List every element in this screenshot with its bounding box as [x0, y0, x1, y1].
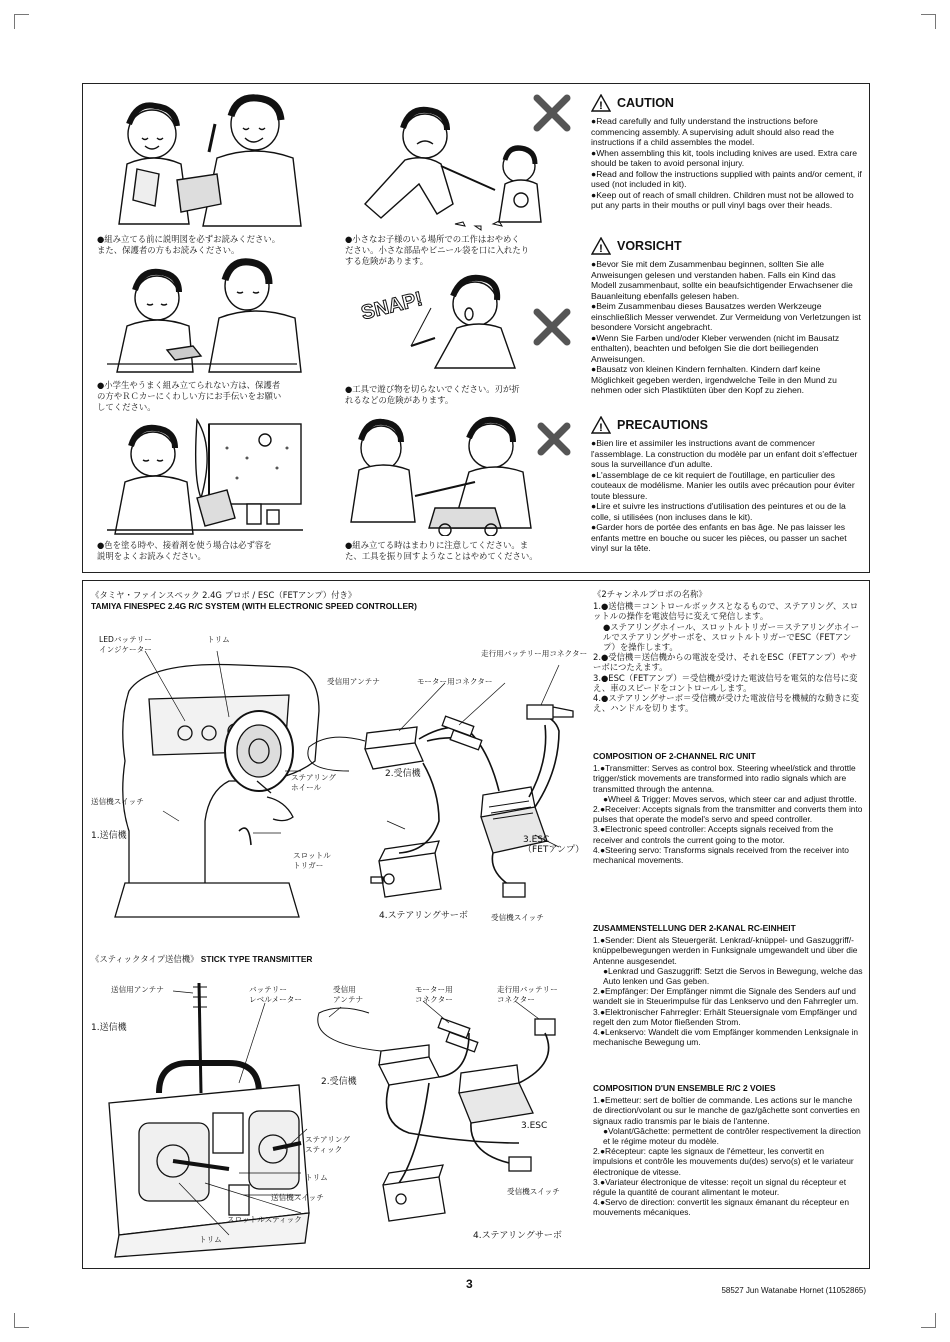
- caution-item: ●Read and follow the instructions supplied with paints and/or cement, if used (not included in kit).: [591, 168, 862, 189]
- warning-triangle-icon: [591, 237, 611, 255]
- safety-panel: [82, 83, 870, 573]
- label-tx-switch-2: 送信機スイッチ: [271, 1193, 324, 1202]
- names-jp-title: 《2チャンネルプロポの名称》: [593, 589, 707, 599]
- crop-mark-bottom-right: [921, 1313, 936, 1328]
- label-rx-switch: 受信機スイッチ: [491, 913, 544, 922]
- composition-de-item: 1.●Sender: Dient als Steuergerät. Lenkrad/-knüppel- und Gaszuggriff/- knüppelbewegungen werden in Funksignale umgewandelt und über die Antenne ausgesendet.: [593, 935, 858, 966]
- system1-title-en: TAMIYA FINESPEC 2.4G R/C SYSTEM (WITH ELECTRONIC SPEED CONTROLLER): [91, 601, 417, 611]
- illustration-painting: [97, 418, 307, 536]
- precautions-item: ●Lire et suivre les instructions d'utilisation des peintures et ou de la colle, si utilisées (non incluses dans le kit).: [591, 501, 846, 522]
- label-throttle-stick: スロットルスティック: [227, 1215, 302, 1224]
- crop-mark-bottom-left: [14, 1313, 29, 1328]
- composition-de-item: 2.●Empfänger: Der Empfänger nimmt die Signale des Senders auf und wandelt sie in Steuerimpulse für das Lenkservo und den Fahrregler um.: [593, 986, 859, 1007]
- caption-read-instructions: ●組み立てる前に説明図を必ずお読みください。 また、保護者の方もお読みください。: [97, 234, 281, 255]
- label-tx-antenna: 送信用アンテナ: [111, 985, 164, 994]
- label-battery-connector-2: 走行用バッテリー コネクター: [497, 985, 558, 1004]
- illustration-snapping-blade: [345, 268, 571, 378]
- label-throttle-trigger: スロットル トリガー: [293, 851, 331, 870]
- label-esc-2: 3.ESC: [521, 1121, 548, 1131]
- label-trim-1: トリム: [305, 1173, 328, 1182]
- composition-en-item: 1.●Transmitter: Serves as control box. Steering wheel/stick and throttle trigger/stick movements are transformed into radio signals which are transmitted through the antenna.: [593, 763, 856, 794]
- label-transmitter-2: 1.送信機: [91, 1023, 127, 1033]
- svg-text:!: !: [599, 100, 603, 112]
- composition-de-block: [593, 923, 863, 1047]
- label-battery-connector: 走行用バッテリー用コネクター: [481, 649, 588, 658]
- illustration-careful-surroundings: [345, 412, 571, 536]
- vorsicht-block: [591, 237, 863, 396]
- label-rx-switch-2: 受信機スイッチ: [507, 1187, 560, 1196]
- composition-en-item: 4.●Steering servo: Transforms signals received from the receiver into mechanical movements.: [593, 844, 849, 866]
- composition-de-title: ZUSAMMENSTELLUNG DER 2-KANAL RC-EINHEIT: [593, 923, 796, 933]
- label-esc: 3.ESC （FETアンプ）: [523, 835, 585, 855]
- composition-de-item: ●Lenkrad und Gaszuggriff: Setzt die Servos in Bewegung, welche das Auto lenken und Gas geben.: [603, 965, 863, 987]
- vorsicht-item: ●Wenn Sie Farben und/oder Kleber verwenden (nicht im Bausatz enthalten), beachten und befolgen Sie die dort beiliegenden Anweisungen.: [591, 332, 840, 364]
- caption-careful-surroundings: ●組み立てる時はまわりに注意してください。ま た、工具を振り回すようなことはやめてください。: [345, 540, 538, 561]
- caution-item: ●Read carefully and fully understand the instructions before commencing assembly. A supervising adult should also read the instructions if a child assembles the model.: [591, 116, 834, 147]
- composition-de-item: 4.●Lenkservo: Wandelt die vom Empfänger kommenden Lenksignale in mechanische Bewegung um.: [593, 1027, 858, 1048]
- snap-text: SNAP!: [359, 288, 425, 325]
- label-steering-servo: 4.ステアリングサーボ: [379, 911, 468, 921]
- label-transmitter: 1.送信機: [91, 831, 127, 841]
- label-trim-2: トリム: [199, 1235, 222, 1244]
- label-battery-meter: バッテリー レベルメーター: [249, 985, 302, 1004]
- system2-title-jp: 《スティックタイプ送信機》: [91, 954, 199, 964]
- caption-paint-cement: ●色を塗る時や、接着剤を使う場合は必ず容を 説明をよくお読みください。: [97, 540, 272, 561]
- composition-fr-block: [593, 1083, 863, 1218]
- caption-small-children: ●小さなお子様のいる場所での工作はおやめく ださい。小さな部品やビニール袋を口に入れたり する危険があります。: [345, 234, 530, 266]
- vorsicht-title: VORSICHT: [617, 238, 682, 253]
- vorsicht-item: ●Beim Zusammenbau dieses Bausatzes werden Werkzeuge einschließlich Messer verwendet. Zur Vermeidung von Verletzungen ist besondere Vorsicht angebracht.: [591, 301, 861, 332]
- vorsicht-heading: [591, 237, 863, 255]
- label-steering-servo-2: 4.ステアリングサーボ: [473, 1231, 562, 1241]
- precautions-item: ●Bien lire et assimiler les instructions avant de commencer l'assemblage. La construction du modèle par un enfant doit s'effectuer sous la surveillance d'un adulte.: [591, 438, 858, 469]
- names-jp-item: ●ステアリングホイール、スロットルトリガー＝ステアリングホイールでステアリングサーボを、スロットルトリガーでESC（FETアンプ）を操作します。: [603, 621, 860, 653]
- label-steering-stick: ステアリング スティック: [305, 1135, 350, 1154]
- composition-fr-item: 2.●Récepteur: capte les signaux de l'émetteur, les convertit en impulsions et contrôle les mouvements du(des) servo(s) et le variateur électronique de vitesse.: [593, 1146, 854, 1177]
- precautions-title: PRECAUTIONS: [617, 417, 708, 432]
- caption-tool-care: ●工具で遊び物を切らないでください。刃が折 れるなどの危険があります。: [345, 384, 520, 405]
- composition-en-item: ●Wheel & Trigger: Moves servos, which steer car and adjust throttle.: [603, 793, 857, 804]
- composition-fr-item: 1.●Emetteur: sert de boîtier de commande. Les actions sur le manche de direction/volant ou sur le manche de gaz/gâchette sont converties en signaux radio transmis par le biais de l'antenne.: [593, 1095, 860, 1126]
- composition-fr-item: ●Volant/Gâchette: permettent de contrôler respectivement la direction et le régime moteur du modèle.: [603, 1125, 861, 1147]
- caution-heading: [591, 94, 863, 112]
- composition-fr-title: COMPOSITION D'UN ENSEMBLE R/C 2 VOIES: [593, 1083, 776, 1093]
- illustration-small-children: [345, 94, 571, 232]
- composition-de-item: 3.●Elektronischer Fahrregler: Erhält Steuersignale vom Empfänger und regelt den zum Motor fließenden Strom.: [593, 1006, 857, 1027]
- warning-triangle-icon: [591, 416, 611, 434]
- composition-en-item: 3.●Electronic speed controller: Accepts signals received from the receiver and controls the current going to the motor.: [593, 824, 834, 845]
- svg-text:!: !: [599, 243, 603, 255]
- precautions-item: ●Garder hors de portée des enfants en bas âge. Ne pas laisser les enfants mettre en bouche ou sucer les pièces, ou passer un sachet vinyl sur la tête.: [591, 522, 847, 553]
- label-rx-antenna-2: 受信用 アンテナ: [333, 985, 364, 1004]
- label-motor-connector-2: モーター用 コネクター: [415, 985, 453, 1004]
- page-number: 3: [466, 1277, 473, 1291]
- illustration-reading-instructions: [97, 94, 307, 232]
- caution-item: ●Keep out of reach of small children. Children must not be allowed to put any parts in their mouths or pull vinyl bags over their heads.: [591, 189, 854, 210]
- system2-title-en: STICK TYPE TRANSMITTER: [200, 954, 313, 964]
- rc-system-panel: [82, 580, 870, 1269]
- caution-item: ●When assembling this kit, tools including knives are used. Extra care should be taken to avoid personal injury.: [591, 147, 857, 168]
- crop-mark-top-left: [14, 14, 29, 29]
- label-rx-antenna: 受信用アンテナ: [327, 677, 380, 686]
- composition-en-title: COMPOSITION OF 2-CHANNEL R/C UNIT: [593, 751, 756, 761]
- caution-title: CAUTION: [617, 95, 674, 110]
- system1-title-jp: 《タミヤ・ファインスペック 2.4G プロポ / ESC（FETアンプ）付き》: [91, 590, 357, 600]
- illustration-assembling-with-adult: [97, 256, 307, 374]
- label-motor-connector: モーター用コネクター: [417, 677, 493, 686]
- label-receiver-2: 2.受信機: [321, 1077, 357, 1087]
- label-steering-wheel: ステアリング ホイール: [291, 773, 336, 792]
- names-jp-block: [593, 589, 863, 713]
- label-trim: トリム: [207, 635, 230, 644]
- names-jp-item: 4.●ステアリングサーボ＝受信機が受けた電波信号を機械的な動きに変え、ハンドルを切ります。: [593, 693, 859, 714]
- caution-block: [591, 94, 863, 211]
- footer-product-id: 58527 Jun Watanabe Hornet (11052865): [721, 1286, 866, 1295]
- precautions-item: ●L'assemblage de ce kit requiert de l'outillage, en particulier des couteaux de modélisme. Manier les outils avec précaution pour éviter toute blessure.: [591, 469, 855, 501]
- label-receiver: 2.受信機: [385, 769, 421, 779]
- label-led-indicator: LEDバッテリー インジケーター: [99, 635, 152, 654]
- illustration-stick-transmitter-system: [89, 973, 579, 1263]
- system2-title: [91, 953, 312, 965]
- names-jp-item: 1.●送信機＝コントロールボックスとなるもので、ステアリング、スロットルの操作を電波信号に変えて発信します。: [593, 601, 859, 622]
- precautions-heading: [591, 416, 863, 434]
- svg-text:!: !: [599, 422, 603, 434]
- vorsicht-item: ●Bevor Sie mit dem Zusammenbau beginnen, sollten Sie alle Anweisungen gelesen und verstanden haben. Falls ein Kind das Modell zusammenbaut, sollte ein beaufsichtigender Erwachsener die Bauanleitung ebenfalls gelesen haben.: [591, 259, 853, 301]
- warning-triangle-icon: [591, 94, 611, 112]
- vorsicht-item: ●Bausatz von kleinen Kindern fernhalten. Kindern darf keine Möglichkeit gegeben werden, irgendwelche Teile in den Mund zu nehmen oder sich Plastiktüten über den Kopf zu ziehen.: [591, 364, 837, 395]
- label-tx-switch: 送信機スイッチ: [91, 797, 144, 806]
- composition-en-block: [593, 751, 863, 865]
- composition-fr-item: 4.●Servo de direction: convertit les signaux émanant du récepteur en mouvements mécaniques.: [593, 1197, 849, 1218]
- names-jp-item: 2.●受信機＝送信機からの電波を受け、それをESC（FETアンプ）やサーボにつたえます。: [593, 652, 858, 673]
- composition-fr-item: 3.●Variateur électronique de vitesse: reçoit un signal du récepteur et régule la quantité de courant alimentant le moteur.: [593, 1176, 847, 1198]
- caption-ask-for-help: ●小学生やうまく組み立てられない方は、保護者 の方やＲＣカーにくわしい方にお手伝いをお願い してください。: [97, 380, 282, 412]
- composition-en-item: 2.●Receiver: Accepts signals from the transmitter and converts them into pulses that operate the model's servo and speed controller.: [593, 804, 863, 825]
- precautions-block: [591, 416, 863, 554]
- crop-mark-top-right: [921, 14, 936, 29]
- names-jp-item: 3.●ESC（FETアンプ）＝受信機が受けた電波信号を電気的な信号に変え、車のスピードをコントロールします。: [593, 672, 858, 693]
